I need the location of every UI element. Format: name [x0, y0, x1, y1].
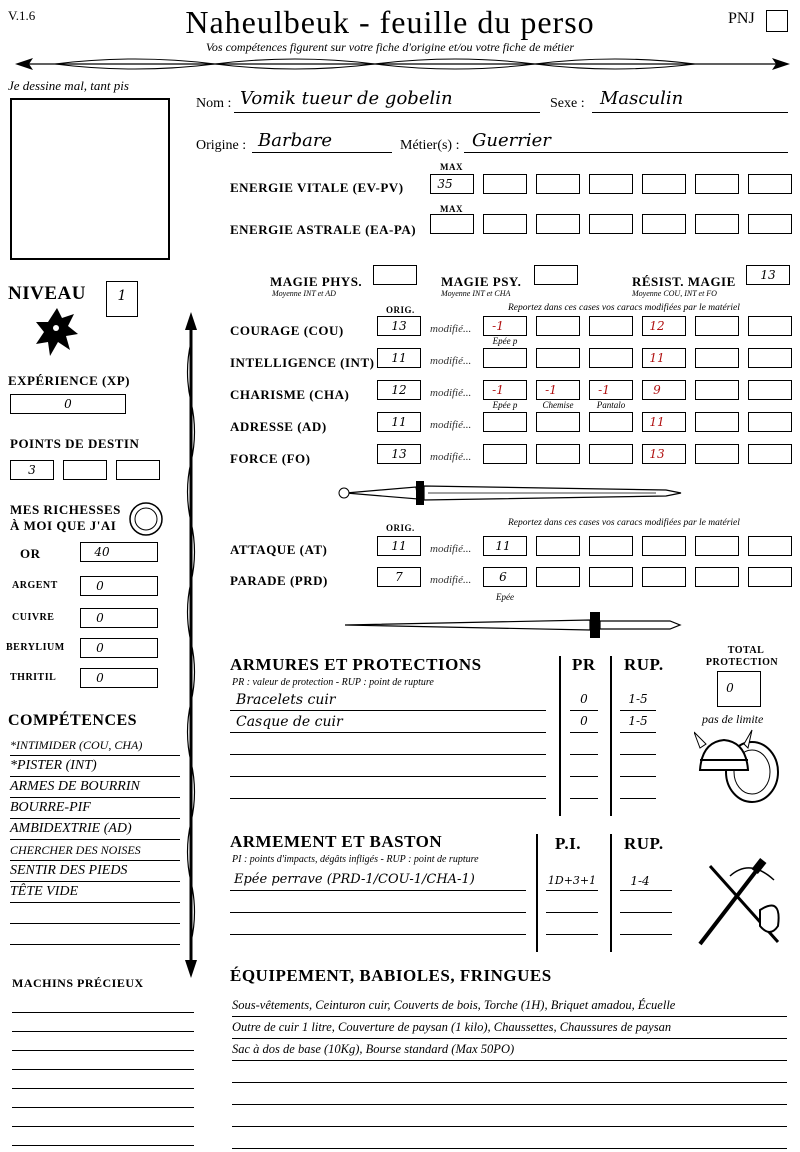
combat-box[interactable]: [748, 536, 792, 556]
destin-box-2[interactable]: [63, 460, 107, 480]
armor-rup-line[interactable]: [620, 798, 656, 799]
armor-divider-2: [610, 656, 612, 816]
stat-mod-1-sub: Epée p: [492, 336, 518, 346]
metier-label: Métier(s) :: [400, 138, 460, 153]
xp-value: 0: [64, 397, 72, 411]
weapon-pi-line[interactable]: [546, 912, 598, 913]
pnj-label: PNJ: [728, 10, 755, 27]
armor-pr-line[interactable]: [570, 776, 598, 777]
weapons-divider-1: [536, 834, 538, 952]
stat-box[interactable]: [589, 412, 633, 432]
weapons-sub: PI : points d'impacts, dégâts infligés - RUP : point de rupture: [232, 854, 479, 865]
combat-box[interactable]: [642, 567, 686, 587]
parade-label: PARADE (PRD): [230, 573, 328, 588]
total-protection-value: 0: [726, 681, 734, 695]
stat-box[interactable]: [536, 348, 580, 368]
combat-box[interactable]: [695, 536, 739, 556]
weapon-pi: 1D+3+1: [547, 874, 597, 887]
page-title: Naheulbeuk - feuille du perso: [185, 4, 595, 40]
magie-phys-sub: Moyenne INT et AD: [272, 289, 336, 298]
weapons-pi-label: P.I.: [555, 834, 581, 853]
weapons-icon: [690, 856, 790, 952]
nom-line: [234, 112, 540, 113]
ea-box[interactable]: [483, 214, 527, 234]
armor-rup-line[interactable]: [620, 776, 656, 777]
attaque-orig-value: 11: [391, 539, 407, 553]
precieux-line[interactable]: [12, 1088, 194, 1089]
weapon-row-line[interactable]: [230, 934, 526, 935]
armor-row-line[interactable]: [230, 776, 546, 777]
weapons-rup-label: RUP.: [624, 834, 664, 853]
ea-box[interactable]: [589, 214, 633, 234]
weapons-title: ARMEMENT ET BASTON: [230, 832, 443, 851]
stat-mod-2-sub: Chemise: [542, 400, 574, 410]
attaque-mod-value: 11: [495, 539, 511, 553]
resist-magie-label: RÉSIST. MAGIE: [632, 274, 736, 289]
equipment-line[interactable]: [232, 1082, 787, 1105]
armor-pr-label: PR: [572, 655, 596, 674]
niveau-label: NIVEAU: [8, 283, 86, 304]
ev-label: ENERGIE VITALE (EV-PV): [230, 180, 404, 195]
weapons-divider-2: [610, 834, 612, 952]
equipment-line[interactable]: [232, 1104, 787, 1127]
stat-box[interactable]: [695, 412, 739, 432]
stat-mod-1-sub: Epée p: [492, 400, 518, 410]
equipment-title: ÉQUIPEMENT, BABIOLES, FRINGUES: [230, 966, 552, 985]
competence-item[interactable]: AMBIDEXTRIE (AD): [10, 819, 180, 840]
combat-box[interactable]: [642, 536, 686, 556]
stat-label: ADRESSE (AD): [230, 419, 327, 434]
niveau-value: 1: [117, 288, 127, 304]
destin-box-3[interactable]: [116, 460, 160, 480]
stat-box[interactable]: [536, 316, 580, 336]
stat-final-value: 11: [649, 415, 665, 429]
armor-pr-line[interactable]: [570, 754, 598, 755]
equipment-line[interactable]: [232, 1126, 787, 1149]
armor-row-line[interactable]: [230, 798, 546, 799]
no-limit-label: pas de limite: [702, 712, 764, 726]
stat-box[interactable]: [483, 348, 527, 368]
armor-pr-line[interactable]: [570, 798, 598, 799]
origine-line: [252, 152, 392, 153]
parade-modifie: modifié...: [430, 574, 472, 586]
armor-pr-line[interactable]: [570, 710, 598, 711]
competence-item[interactable]: SENTIR DES PIEDS: [10, 861, 180, 882]
ev-box[interactable]: [483, 174, 527, 194]
stat-modifie-label: modifié...: [430, 451, 472, 463]
stat-box[interactable]: [695, 316, 739, 336]
ev-box[interactable]: [748, 174, 792, 194]
ev-box[interactable]: [642, 174, 686, 194]
weapon-rup-line[interactable]: [620, 934, 672, 935]
armor-title: ARMURES ET PROTECTIONS: [230, 655, 482, 674]
portrait-caption: Je dessine mal, tant pis: [8, 78, 129, 93]
ev-box[interactable]: [589, 174, 633, 194]
competence-item[interactable]: ARMES DE BOURRIN: [10, 777, 180, 798]
weapon-row-line[interactable]: [230, 912, 526, 913]
armor-pr: 0: [580, 692, 588, 706]
stat-box[interactable]: [695, 444, 739, 464]
stat-orig-value: 11: [391, 351, 407, 365]
armor-rup-line[interactable]: [620, 732, 656, 733]
parade-orig-value: 7: [395, 570, 403, 584]
richesses-label-2: À MOI QUE J'AI: [10, 518, 117, 533]
attaque-modifie: modifié...: [430, 543, 472, 555]
stat-box[interactable]: [695, 348, 739, 368]
ea-box[interactable]: [536, 214, 580, 234]
stat-box[interactable]: [589, 348, 633, 368]
weapon-pi-line[interactable]: [546, 934, 598, 935]
stat-box[interactable]: [748, 412, 792, 432]
equipment-line[interactable]: Sous-vêtements, Ceinturon cuir, Couverts de bois, Torche (1H), Briquet amadou, Écuelle: [232, 994, 787, 1017]
resist-magie-value: 13: [760, 268, 776, 282]
armor-rup-line[interactable]: [620, 754, 656, 755]
thritil-label: THRITIL: [10, 672, 57, 683]
ea-max-label: MAX: [440, 204, 463, 214]
armor-row-line[interactable]: [230, 732, 546, 733]
cuivre-value: 0: [96, 611, 104, 625]
metier-line: [464, 152, 788, 153]
combat-orig-label: ORIG.: [386, 523, 415, 533]
resist-magie-sub: Moyenne COU, INT et FO: [632, 289, 717, 298]
sexe-line: [592, 112, 788, 113]
precieux-line[interactable]: [12, 1107, 194, 1108]
stat-orig-value: 13: [391, 319, 407, 333]
armor-divider-1: [559, 656, 561, 816]
weapon-row-line[interactable]: [230, 890, 526, 891]
sword-icon: [336, 478, 686, 508]
magie-psy-box[interactable]: [534, 265, 578, 285]
pnj-checkbox[interactable]: [766, 10, 788, 32]
stat-box[interactable]: [536, 412, 580, 432]
precieux-line[interactable]: [12, 1031, 194, 1032]
ea-max-box[interactable]: [430, 214, 474, 234]
stat-final-value: 12: [649, 319, 665, 333]
competences-label: COMPÉTENCES: [8, 712, 138, 729]
precieux-line[interactable]: [12, 1012, 194, 1013]
armor-name: Casque de cuir: [236, 714, 343, 730]
stat-box[interactable]: [483, 412, 527, 432]
armor-row-line[interactable]: [230, 754, 546, 755]
magie-psy-label: MAGIE PSY.: [441, 274, 522, 289]
portrait-box[interactable]: [10, 98, 170, 260]
or-value: 40: [94, 545, 110, 559]
sexe-label: Sexe :: [550, 96, 585, 111]
competence-item[interactable]: *INTIMIDER (COU, CHA): [10, 735, 180, 756]
sexe-value[interactable]: Masculin: [600, 88, 684, 109]
stat-box[interactable]: [589, 316, 633, 336]
ea-box[interactable]: [748, 214, 792, 234]
combat-note: Reportez dans ces cases vos caracs modifiées par le matériel: [508, 518, 740, 528]
destin-label: POINTS DE DESTIN: [10, 436, 140, 451]
weapon-rup-line[interactable]: [620, 912, 672, 913]
magie-phys-box[interactable]: [373, 265, 417, 285]
armor-rup-line[interactable]: [620, 710, 656, 711]
combat-box[interactable]: [748, 567, 792, 587]
ev-max-label: MAX: [440, 162, 463, 172]
stat-box[interactable]: [589, 444, 633, 464]
stat-orig-value: 11: [391, 415, 407, 429]
staff-icon: [180, 312, 202, 978]
berylium-label: BERYLIUM: [6, 642, 65, 653]
argent-value: 0: [96, 579, 104, 593]
stat-label: INTELLIGENCE (INT): [230, 355, 375, 370]
cuivre-label: CUIVRE: [12, 612, 55, 623]
precieux-line[interactable]: [12, 1069, 194, 1070]
ev-box[interactable]: [695, 174, 739, 194]
stat-orig-value: 12: [391, 383, 407, 397]
parade-mod-value: 6: [499, 570, 507, 584]
weapon-rup-line[interactable]: [620, 890, 672, 891]
origine-value[interactable]: Barbare: [258, 130, 333, 151]
richesses-label-1: MES RICHESSES: [10, 502, 121, 517]
armor-rup: 1-5: [628, 692, 648, 706]
competence-item[interactable]: TÊTE VIDE: [10, 882, 180, 903]
berylium-value: 0: [96, 641, 104, 655]
stat-mod-2-value: -1: [545, 383, 557, 397]
combat-box[interactable]: [589, 567, 633, 587]
ea-box[interactable]: [642, 214, 686, 234]
stat-final-value: 13: [649, 447, 665, 461]
stat-mod-3-sub: Pantalo: [596, 400, 626, 410]
sword-icon-2: [340, 610, 685, 640]
magie-phys-label: MAGIE PHYS.: [270, 274, 363, 289]
or-label: OR: [20, 546, 41, 561]
page-subtitle: Vos compétences figurent sur votre fiche d'origine et/ou votre fiche de métier: [205, 40, 575, 54]
stat-box[interactable]: [536, 444, 580, 464]
armor-row-line[interactable]: [230, 710, 546, 711]
stat-final-value: 9: [653, 383, 661, 397]
stats-note: Reportez dans ces cases vos caracs modifiées par le matériel: [508, 303, 740, 313]
stat-box[interactable]: [748, 444, 792, 464]
armor-rup-label: RUP.: [624, 655, 664, 674]
competence-item[interactable]: [10, 924, 180, 945]
metier-value[interactable]: Guerrier: [472, 130, 551, 151]
dragon-icon: [32, 304, 82, 362]
ea-label: ENERGIE ASTRALE (EA-PA): [230, 222, 417, 237]
combat-box[interactable]: [589, 536, 633, 556]
stat-box[interactable]: [748, 348, 792, 368]
combat-box[interactable]: [536, 536, 580, 556]
stat-orig-value: 13: [391, 447, 407, 461]
stat-label: FORCE (FO): [230, 451, 311, 466]
combat-box[interactable]: [695, 567, 739, 587]
combat-box[interactable]: [536, 567, 580, 587]
stat-mod-1-value: -1: [492, 383, 504, 397]
competence-item[interactable]: *PISTER (INT): [10, 756, 180, 777]
total-protection-label-1: TOTAL: [727, 645, 765, 656]
stat-modifie-label: modifié...: [430, 355, 472, 367]
helmet-shield-icon: [694, 728, 784, 808]
argent-label: ARGENT: [12, 580, 58, 591]
stat-mod-3-value: -1: [598, 383, 610, 397]
precieux-line[interactable]: [12, 1145, 194, 1146]
coin-icon: [128, 501, 164, 537]
ea-box[interactable]: [695, 214, 739, 234]
armor-pr: 0: [580, 714, 588, 728]
origine-label: Origine :: [196, 138, 247, 153]
precieux-line[interactable]: [12, 1050, 194, 1051]
stats-orig-label: ORIG.: [386, 305, 415, 315]
weapon-rup: 1-4: [630, 874, 650, 888]
magie-psy-sub: Moyenne INT et CHA: [441, 289, 511, 298]
equipment-line[interactable]: Outre de cuir 1 litre, Couverture de paysan (1 kilo), Chaussettes, Chaussures de paysan: [232, 1016, 787, 1039]
precieux-line[interactable]: [12, 1126, 194, 1127]
xp-label: EXPÉRIENCE (XP): [8, 373, 130, 388]
stat-label: COURAGE (COU): [230, 323, 344, 338]
thritil-value: 0: [96, 671, 104, 685]
competence-item[interactable]: BOURRE-PIF: [10, 798, 180, 819]
stat-final-value: 11: [649, 351, 665, 365]
version-label: V.1.6: [8, 8, 36, 23]
weapon-pi-line[interactable]: [546, 890, 598, 891]
total-protection-label-2: PROTECTION: [705, 657, 779, 668]
ev-max-value: 35: [437, 177, 453, 191]
armor-sub: PR : valeur de protection - RUP : point de rupture: [232, 677, 434, 688]
armor-rup: 1-5: [628, 714, 648, 728]
armor-pr-line[interactable]: [570, 732, 598, 733]
ornament-spear: [15, 54, 790, 74]
nom-label: Nom :: [196, 96, 232, 111]
stat-box[interactable]: [483, 444, 527, 464]
stat-box[interactable]: [748, 380, 792, 400]
stat-mod-1-value: -1: [492, 319, 504, 333]
stat-label: CHARISME (CHA): [230, 387, 350, 402]
nom-value[interactable]: Vomik tueur de gobelin: [240, 88, 453, 109]
stat-modifie-label: modifié...: [430, 419, 472, 431]
stat-box[interactable]: [748, 316, 792, 336]
competence-item[interactable]: CHERCHER DES NOISES: [10, 840, 180, 861]
stat-modifie-label: modifié...: [430, 323, 472, 335]
competence-item[interactable]: [10, 903, 180, 924]
destin-value: 3: [28, 463, 36, 477]
weapon-name: Epée perrave (PRD-1/COU-1/CHA-1): [234, 872, 475, 887]
ev-box[interactable]: [536, 174, 580, 194]
equipment-line[interactable]: Sac à dos de base (10Kg), Bourse standard (Max 50PO): [232, 1038, 787, 1061]
stat-box[interactable]: [695, 380, 739, 400]
attaque-label: ATTAQUE (AT): [230, 542, 328, 557]
precieux-label: MACHINS PRÉCIEUX: [12, 976, 144, 990]
armor-name: Bracelets cuir: [236, 692, 336, 708]
stat-modifie-label: modifié...: [430, 387, 472, 399]
equipment-line[interactable]: [232, 1060, 787, 1083]
parade-mod-sub: Epée: [496, 592, 514, 602]
